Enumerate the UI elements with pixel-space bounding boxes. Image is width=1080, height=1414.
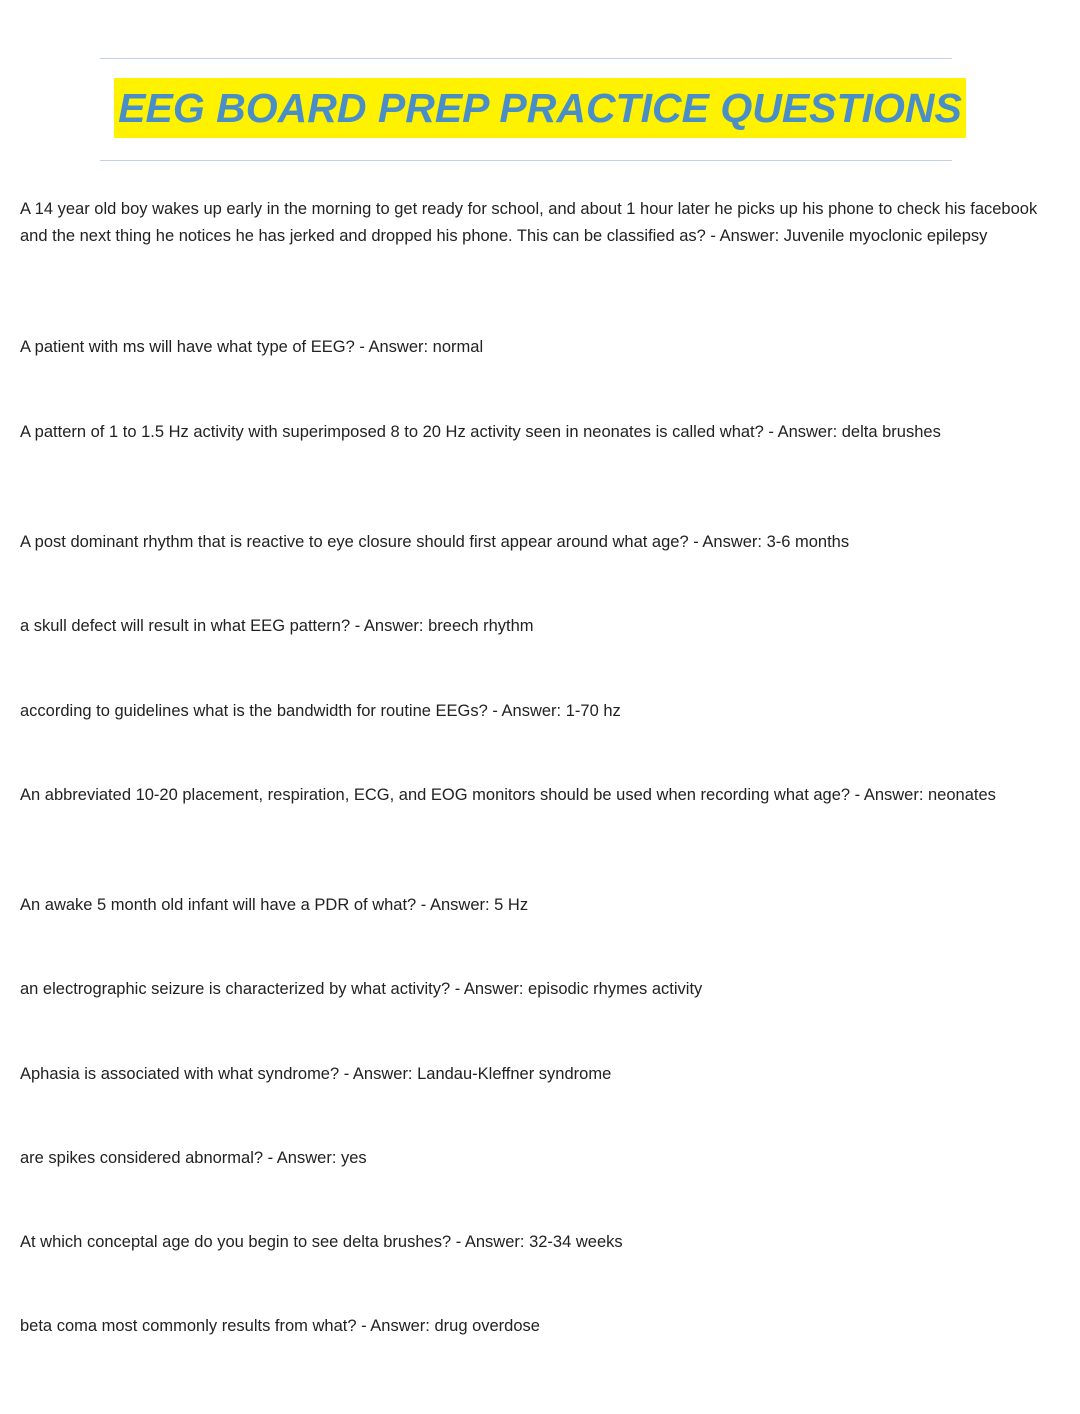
question-item: An abbreviated 10-20 placement, respiration, ECG, and EOG monitors should be used when recording what age? - Answer: neonates [20,786,996,804]
document-title: EEG BOARD PREP PRACTICE QUESTIONS [114,78,966,138]
header-top-rule [100,58,952,59]
question-item: Aphasia is associated with what syndrome? - Answer: Landau-Kleffner syndrome [20,1065,612,1083]
question-item: A post dominant rhythm that is reactive to eye closure should first appear around what age? - Answer: 3-6 months [20,533,850,551]
question-item: A pattern of 1 to 1.5 Hz activity with superimposed 8 to 20 Hz activity seen in neonates is called what? - Answer: delta brushes [20,423,941,441]
header-bottom-rule [100,160,952,161]
question-item: according to guidelines what is the bandwidth for routine EEGs? - Answer: 1-70 hz [20,702,621,720]
title-wrap [0,78,1080,138]
question-item: a skull defect will result in what EEG pattern? - Answer: breech rhythm [20,617,534,635]
question-item: beta coma most commonly results from what? - Answer: drug overdose [20,1317,540,1335]
question-item: A patient with ms will have what type of EEG? - Answer: normal [20,338,484,356]
question-item: an electrographic seizure is characterized by what activity? - Answer: episodic rhymes activity [20,980,703,998]
question-item: A 14 year old boy wakes up early in the morning to get ready for school, and about 1 hour later he picks up his phone to check his facebook and the next thing he notices he has jerked and dropped his phone. This can be classified as? - Answer: Juvenile myoclonic epilepsy [20,200,1038,245]
question-item: are spikes considered abnormal? - Answer: yes [20,1149,367,1167]
question-item: An awake 5 month old infant will have a PDR of what? - Answer: 5 Hz [20,896,529,914]
question-item: At which conceptal age do you begin to see delta brushes? - Answer: 32-34 weeks [20,1233,623,1251]
